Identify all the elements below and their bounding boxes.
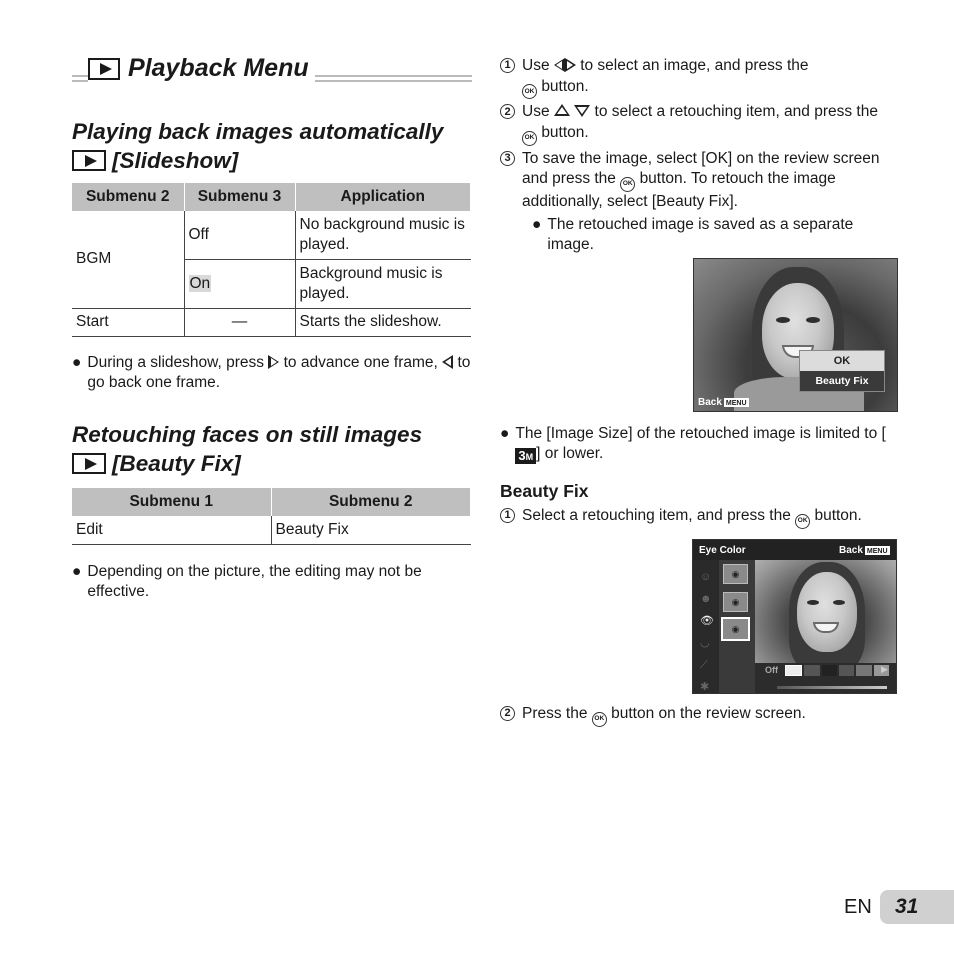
table-header: Submenu 1 <box>72 488 271 516</box>
table-header: Application <box>295 183 471 211</box>
eye-color-screen <box>692 539 897 694</box>
beauty-fix-option[interactable]: Beauty Fix <box>800 371 884 391</box>
table-row <box>72 516 471 544</box>
up-arrow-icon <box>554 104 570 116</box>
screen-title: Eye Color <box>699 545 746 556</box>
page-number: 31 <box>895 895 919 918</box>
retouch-steps <box>500 56 895 255</box>
chevron-right-icon[interactable]: ▶ <box>881 664 888 674</box>
eye-option-1[interactable]: ◉ <box>723 564 748 584</box>
beauty-fix-subheading: Beauty Fix <box>500 481 589 501</box>
table-cell: Beauty Fix <box>271 516 471 544</box>
table-cell: — <box>184 308 295 336</box>
step-1: 1 Use to select an image, and press the OK button. <box>500 56 895 99</box>
table-row <box>72 308 471 336</box>
beauty-step-1: 1 Select a retouching item, and press the OK button. <box>500 506 910 529</box>
slideshow-heading: Playing back images automatically [Slideshow] <box>72 119 444 173</box>
review-screen-image <box>693 258 898 412</box>
ok-button-icon: OK <box>620 177 635 192</box>
eye-option-3-selected[interactable]: ◉ <box>721 617 750 641</box>
language-label: EN <box>844 896 872 918</box>
ok-option[interactable]: OK <box>833 355 851 367</box>
ok-button-icon: OK <box>795 514 810 529</box>
right-arrow-icon <box>565 58 576 72</box>
playback-icon <box>72 150 106 171</box>
lips-icon[interactable]: ◡ <box>700 637 710 649</box>
table-header: Submenu 2 <box>271 488 471 516</box>
back-hint: Back MENU <box>698 397 747 408</box>
table-cell: On <box>184 259 295 308</box>
table-header: Submenu 3 <box>184 183 295 211</box>
menu-button-icon: MENU <box>725 400 747 407</box>
table-cell: Off <box>184 211 295 259</box>
page-title-bar <box>72 56 472 86</box>
table-cell: BGM <box>72 211 184 308</box>
image-size-note: ● The [Image Size] of the retouched image is limited to [3M ] or lower. <box>500 425 886 463</box>
slideshow-table <box>72 183 471 337</box>
brush-icon[interactable]: ⟋ <box>700 659 708 671</box>
table-row <box>72 211 471 259</box>
skin-icon[interactable]: ☺ <box>700 571 712 583</box>
level-off-label: Off <box>765 665 778 675</box>
skin-tone-icon[interactable]: ☻ <box>700 593 712 605</box>
slideshow-note: ● During a slideshow, press to advance one frame, to go back one frame. <box>72 354 471 391</box>
eye-icon[interactable]: 👁 <box>700 615 714 627</box>
intensity-bar <box>777 686 887 689</box>
sparkle-icon[interactable]: ✱ <box>700 681 710 693</box>
table-cell: Background music is played. <box>295 259 471 308</box>
image-size-3m-icon: 3M <box>515 448 536 464</box>
eye-option-2[interactable]: ◉ <box>723 592 748 612</box>
table-cell: No background music is played. <box>295 211 471 259</box>
color-level-slider[interactable] <box>785 665 889 676</box>
beauty-fix-note: ● Depending on the picture, the editing may not be effective. <box>72 563 422 600</box>
beauty-fix-heading: Retouching faces on still images [Beauty Fix] <box>72 422 423 476</box>
beauty-step-2: 2 Press the OK button on the review screen. <box>500 704 900 727</box>
ok-button-icon: OK <box>522 84 537 99</box>
step-3: 3 To save the image, select [OK] on the review screen and press the OK button. To retouch the image additionally, select [Beauty Fix]. <box>500 149 895 213</box>
back-hint: Back MENU <box>839 545 888 556</box>
menu-button-icon: MENU <box>866 548 888 555</box>
face-preview <box>755 560 897 663</box>
playback-icon <box>88 58 120 80</box>
left-arrow-icon <box>442 355 453 369</box>
page-title: Playback Menu <box>88 54 315 83</box>
table-cell: Starts the slideshow. <box>295 308 471 336</box>
ok-button-icon: OK <box>522 131 537 146</box>
right-arrow-icon <box>268 355 279 369</box>
down-arrow-icon <box>574 105 590 117</box>
table-header: Submenu 2 <box>72 183 184 211</box>
beauty-fix-table <box>72 488 471 545</box>
table-cell: Start <box>72 308 184 336</box>
table-cell: Edit <box>72 516 271 544</box>
step-2: 2 Use to select a retouching item, and press the OK button. <box>500 102 895 145</box>
left-arrow-icon <box>554 58 565 72</box>
review-menu <box>799 350 885 392</box>
ok-button-icon: OK <box>592 712 607 727</box>
playback-icon <box>72 453 106 474</box>
save-note: ● The retouched image is saved as a separate image. <box>532 216 854 254</box>
